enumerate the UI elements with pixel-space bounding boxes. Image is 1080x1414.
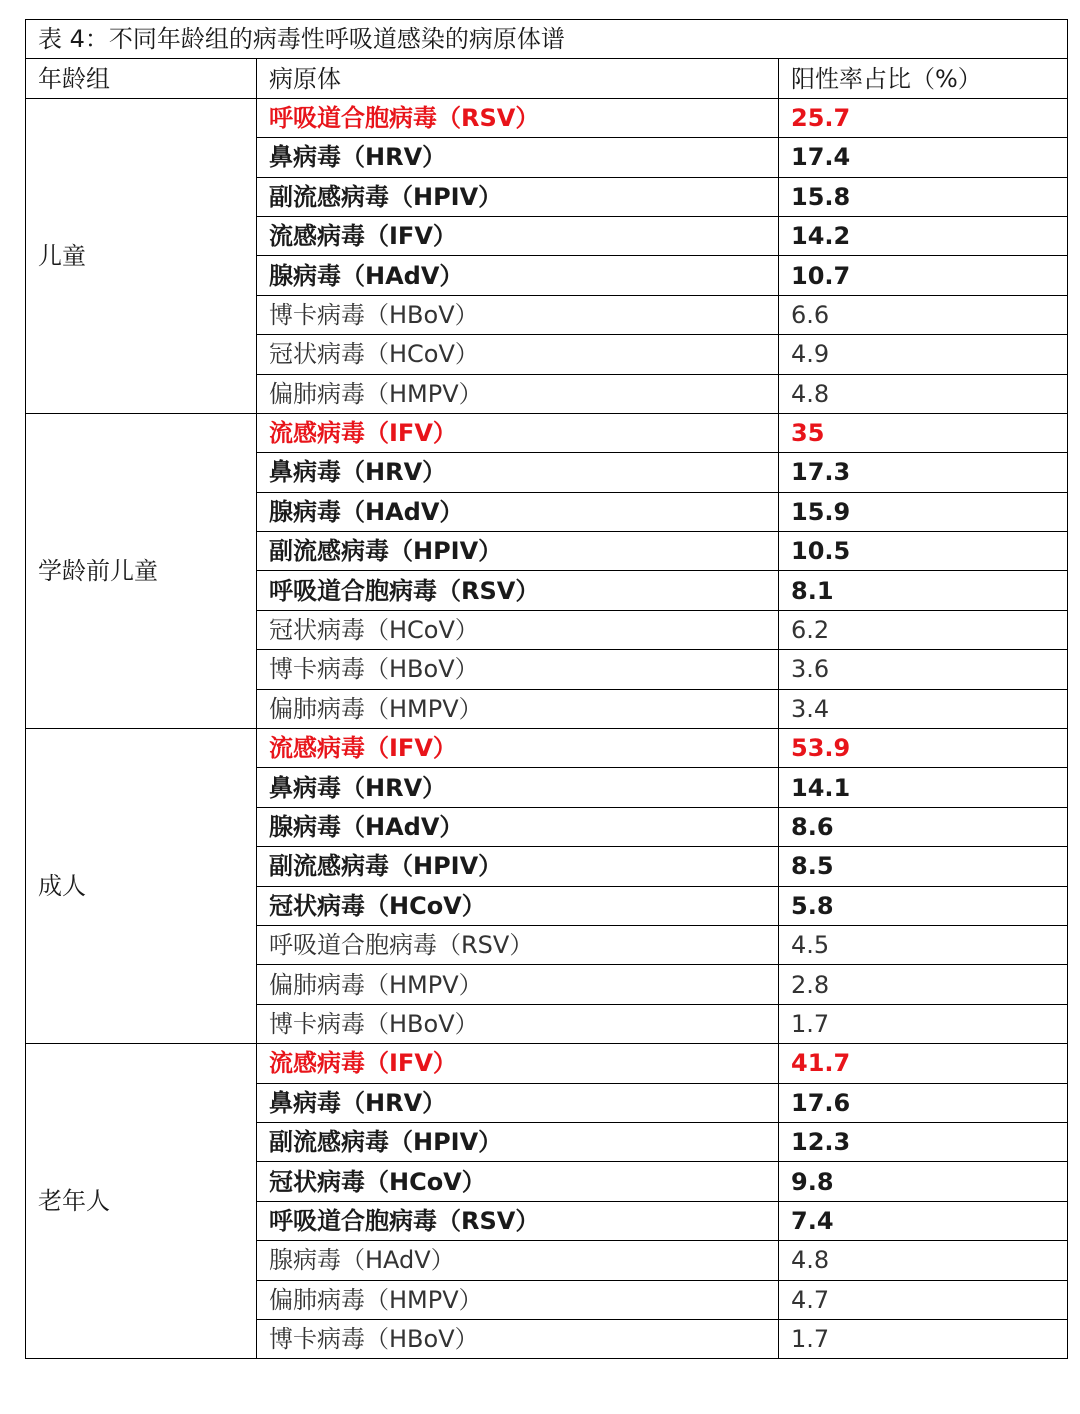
pathogen-cell: 偏肺病毒（HMPV） [257, 1280, 779, 1319]
rate-cell: 12.3 [779, 1122, 1068, 1161]
age-group-cell: 老年人 [26, 1044, 257, 1359]
pathogen-cell: 腺病毒（HAdV） [257, 1241, 779, 1280]
table-row [26, 98, 1068, 137]
header-rate: 阳性率占比（%） [779, 59, 1068, 98]
rate-cell: 7.4 [779, 1201, 1068, 1240]
pathogen-cell: 博卡病毒（HBoV） [257, 1004, 779, 1043]
pathogen-cell: 副流感病毒（HPIV） [257, 847, 779, 886]
header-pathogen: 病原体 [257, 59, 779, 98]
rate-cell: 8.6 [779, 807, 1068, 846]
pathogen-cell: 腺病毒（HAdV） [257, 256, 779, 295]
rate-cell: 25.7 [779, 98, 1068, 137]
rate-cell: 5.8 [779, 886, 1068, 925]
rate-cell: 15.8 [779, 177, 1068, 216]
rate-cell: 17.3 [779, 453, 1068, 492]
pathogen-cell: 腺病毒（HAdV） [257, 492, 779, 531]
pathogen-cell: 流感病毒（IFV） [257, 729, 779, 768]
pathogen-spectrum-table [25, 19, 1068, 1359]
rate-cell: 4.8 [779, 1241, 1068, 1280]
rate-cell: 9.8 [779, 1162, 1068, 1201]
age-group-cell: 学龄前儿童 [26, 413, 257, 728]
pathogen-cell: 呼吸道合胞病毒（RSV） [257, 1201, 779, 1240]
pathogen-cell: 副流感病毒（HPIV） [257, 1122, 779, 1161]
rate-cell: 2.8 [779, 965, 1068, 1004]
rate-cell: 8.5 [779, 847, 1068, 886]
rate-cell: 4.9 [779, 335, 1068, 374]
pathogen-cell: 呼吸道合胞病毒（RSV） [257, 925, 779, 964]
rate-cell: 6.2 [779, 610, 1068, 649]
rate-cell: 14.2 [779, 216, 1068, 255]
rate-cell: 53.9 [779, 729, 1068, 768]
pathogen-cell: 冠状病毒（HCoV） [257, 335, 779, 374]
header-row [26, 59, 1068, 98]
table-row [26, 1044, 1068, 1083]
rate-cell: 4.8 [779, 374, 1068, 413]
pathogen-cell: 偏肺病毒（HMPV） [257, 374, 779, 413]
table-row [26, 729, 1068, 768]
title-row [26, 20, 1068, 59]
rate-cell: 15.9 [779, 492, 1068, 531]
pathogen-cell: 鼻病毒（HRV） [257, 138, 779, 177]
pathogen-cell: 偏肺病毒（HMPV） [257, 965, 779, 1004]
pathogen-cell: 流感病毒（IFV） [257, 216, 779, 255]
rate-cell: 17.4 [779, 138, 1068, 177]
pathogen-cell: 腺病毒（HAdV） [257, 807, 779, 846]
rate-cell: 3.6 [779, 650, 1068, 689]
pathogen-cell: 博卡病毒（HBoV） [257, 650, 779, 689]
table-row [26, 413, 1068, 452]
rate-cell: 10.5 [779, 532, 1068, 571]
age-group-cell: 儿童 [26, 98, 257, 413]
pathogen-cell: 副流感病毒（HPIV） [257, 532, 779, 571]
rate-cell: 14.1 [779, 768, 1068, 807]
rate-cell: 35 [779, 413, 1068, 452]
rate-cell: 4.7 [779, 1280, 1068, 1319]
pathogen-cell: 副流感病毒（HPIV） [257, 177, 779, 216]
rate-cell: 1.7 [779, 1319, 1068, 1358]
pathogen-cell: 呼吸道合胞病毒（RSV） [257, 571, 779, 610]
rate-cell: 4.5 [779, 925, 1068, 964]
rate-cell: 3.4 [779, 689, 1068, 728]
rate-cell: 10.7 [779, 256, 1068, 295]
rate-cell: 6.6 [779, 295, 1068, 334]
table-title: 表 4：不同年龄组的病毒性呼吸道感染的病原体谱 [26, 20, 1068, 59]
pathogen-cell: 鼻病毒（HRV） [257, 768, 779, 807]
header-age-group: 年龄组 [26, 59, 257, 98]
pathogen-cell: 冠状病毒（HCoV） [257, 886, 779, 925]
rate-cell: 1.7 [779, 1004, 1068, 1043]
pathogen-cell: 博卡病毒（HBoV） [257, 295, 779, 334]
pathogen-cell: 博卡病毒（HBoV） [257, 1319, 779, 1358]
age-group-cell: 成人 [26, 729, 257, 1044]
rate-cell: 17.6 [779, 1083, 1068, 1122]
pathogen-cell: 呼吸道合胞病毒（RSV） [257, 98, 779, 137]
pathogen-cell: 偏肺病毒（HMPV） [257, 689, 779, 728]
table-body [26, 20, 1068, 1359]
pathogen-cell: 冠状病毒（HCoV） [257, 1162, 779, 1201]
pathogen-cell: 鼻病毒（HRV） [257, 453, 779, 492]
pathogen-cell: 流感病毒（IFV） [257, 1044, 779, 1083]
pathogen-cell: 鼻病毒（HRV） [257, 1083, 779, 1122]
pathogen-cell: 流感病毒（IFV） [257, 413, 779, 452]
pathogen-cell: 冠状病毒（HCoV） [257, 610, 779, 649]
rate-cell: 8.1 [779, 571, 1068, 610]
rate-cell: 41.7 [779, 1044, 1068, 1083]
